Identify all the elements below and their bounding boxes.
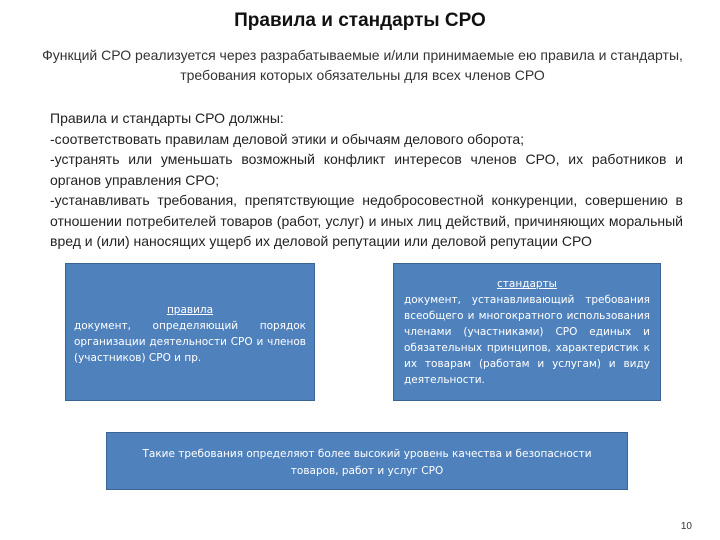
intro-text: Функций СРО реализуется через разрабатываемые и/или принимаемые ею правила и стандарты, требования которых обязательны для всех членов СРО [42,47,683,83]
rules-item-competition: -устанавливать требования, препятствующие недобросовестной конкуренции, совершению в отношении потребителей товаров (работ, услуг) и иных лиц действий, причиняющих моральный вред и (или) наносящих ущерб их деловой репутации или деловой репутации СРО [50,192,683,249]
rules-heading: Правила и стандарты СРО должны: [50,110,284,126]
page-number: 10 [680,521,692,532]
rules-item-ethics: -соответствовать правилам деловой этики и обычаям делового оборота; [50,130,525,147]
standards-definition-box [393,263,661,401]
requirements-note-box [106,432,628,490]
rules-section [50,108,683,252]
rules-definition: документ, определяющий порядок организации деятельности СРО и членов (участников) СРО и пр. [74,320,306,364]
rules-label: правила [166,304,214,316]
rules-item-conflict: -устранять или уменьшать возможный конфликт интересов членов СРО, их работников и органов управления СРО; [50,151,683,188]
rules-definition-box [65,263,315,401]
requirements-note: Такие требования определяют более высокий уровень качества и безопасности товаров, работ и услуг СРО [142,448,592,477]
standards-label: стандарты [497,278,557,290]
standards-definition: документ, устанавливающий требования всеобщего и многократного использования членами (участниками) СРО единых и обязательных принципов, характеристик к их товарам (работам и услугам) и виду деятельности. [404,294,650,386]
slide-title: Правила и стандарты СРО [234,10,486,31]
